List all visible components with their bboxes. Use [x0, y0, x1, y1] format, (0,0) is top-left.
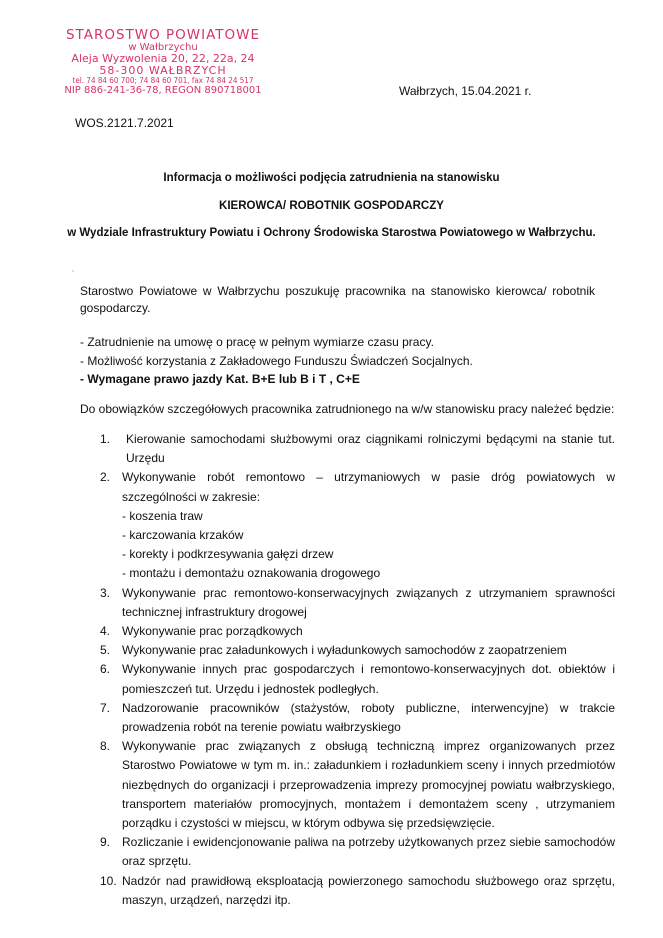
duty-item	[80, 737, 615, 833]
duty-text: Nadzór nad prawidłową eksploatacją powierzonego samochodu służbowego oraz sprzętu, maszyn, urządzeń, narzędzi itp.	[122, 873, 615, 907]
duty-subitem: - montażu i demontażu oznakowania drogowego	[122, 566, 381, 581]
duty-item	[80, 699, 615, 737]
duty-item	[80, 833, 615, 871]
duty-number: 4.	[100, 624, 111, 639]
stamp-title: STAROSTWO POWIATOWE	[65, 27, 261, 43]
duty-text: Wykonywanie innych prac gospodarczych i remontowo-konserwacyjnych dot. obiektów i pomieszczeń tut. Urzędu i jednostek podległych.	[122, 662, 615, 696]
duty-number: 3.	[100, 585, 111, 600]
condition-item-license: - Wymagane prawo jazdy Kat. B+E lub B i T , C+E	[80, 372, 360, 386]
duty-number: 9.	[100, 835, 111, 850]
duty-text: Rozliczanie i ewidencjonowanie paliwa na potrzeby użytkowanych przez siebie samochodów oraz sprzętu.	[122, 835, 615, 869]
duty-subitem: - korekty i podkrzesywania gałęzi drzew	[122, 547, 334, 562]
document-date: Wałbrzych, 15.04.2021 r.	[399, 84, 532, 98]
stamp-zip: 58-300 WAŁBRZYCH	[99, 64, 227, 78]
intro-paragraph: Starostwo Powiatowe w Wałbrzychu poszukuję pracownika na stanowisko kierowca/ robotnik gospodarczy.	[80, 284, 595, 315]
duty-number: 5.	[100, 643, 111, 658]
duty-item	[80, 468, 615, 583]
stamp-city: w Wałbrzychu	[128, 41, 198, 53]
duty-text: Wykonywanie prac związanych z obsługą techniczną imprez organizowanych przez Starostwo Powiatowe w tym m. in.: załadunkiem i rozładunkiem sceny i innych przedmiotów niezbędnych do organizacji i przeprowadzenia imprezy promocyjnej powiatu wałbrzyskiego, transportem materiałów promocyjnych, montażem i demontażem sceny , utrzymaniem porządku i czystości w miejscu, w którym odbywa się przedsięwzięcie.	[122, 739, 615, 831]
duty-text: Nadzorowanie pracowników (stażystów, roboty publiczne, interwencyjne) w trakcie prowadzenia robót na terenie powiatu wałbrzyskiego	[122, 700, 615, 735]
duty-number: 6.	[100, 662, 111, 677]
department-title: w Wydziale Infrastruktury Powiatu i Ochrony Środowiska Starostwa Powiatowego w Wałbrzychu.	[67, 227, 596, 239]
scan-speck	[72, 270, 74, 272]
position-title: KIEROWCA/ ROBOTNIK GOSPODARCZY	[219, 200, 444, 212]
duty-number: 8.	[100, 739, 111, 754]
duty-item	[80, 872, 615, 910]
duty-text: Wykonywanie prac załadunkowych i wyładunkowych samochodów z zaopatrzeniem	[122, 643, 567, 658]
duties-list	[80, 430, 615, 910]
duty-text: Wykonywanie robót remontowo – utrzymaniowych w pasie dróg powiatowych w szczególności w zakresie:	[122, 470, 615, 504]
document-title: Informacja o możliwości podjęcia zatrudnienia na stanowisku	[163, 172, 500, 184]
reference-number: WOS.2121.7.2021	[75, 116, 174, 130]
duty-subitem: - koszenia traw	[122, 508, 203, 523]
stamp-nip-regon: NIP 886-241-36-78, REGON 890718001	[64, 84, 262, 96]
office-stamp	[58, 28, 268, 97]
duty-item	[80, 622, 615, 641]
duty-text: Wykonywanie prac porządkowych	[122, 624, 303, 639]
duty-item	[80, 641, 615, 660]
stamp-phones: tel. 74 84 60 700; 74 84 60 701, fax 74 84 24 517	[72, 76, 254, 86]
condition-item: - Zatrudnienie na umowę o pracę w pełnym wymiarze czasu pracy.	[80, 335, 434, 349]
duty-item	[80, 584, 615, 622]
duty-number: 7.	[100, 700, 111, 715]
duty-text: Wykonywanie prac remontowo-konserwacyjnych związanych z utrzymaniem sprawności technicznej infrastruktury drogowej	[122, 585, 615, 619]
condition-item: - Możliwość korzystania z Zakładowego Funduszu Świadczeń Socjalnych.	[80, 353, 473, 368]
duties-intro: Do obowiązków szczegółowych pracownika zatrudnionego na w/w stanowisku pracy należeć będzie:	[80, 402, 615, 416]
duty-item	[80, 660, 615, 698]
conditions-list	[80, 333, 580, 389]
duty-number: 10.	[100, 873, 117, 888]
duty-number: 1.	[100, 432, 111, 446]
duty-text: Kierowanie samochodami służbowymi oraz ciągnikami rolniczymi będącymi na stanie tut. Urzędu	[126, 432, 615, 466]
stamp-address: Aleja Wyzwolenia 20, 22, 22a, 24	[71, 52, 255, 66]
duty-item	[80, 430, 615, 468]
duty-number: 2.	[100, 470, 111, 485]
duty-subitem: - karczowania krzaków	[122, 528, 244, 543]
